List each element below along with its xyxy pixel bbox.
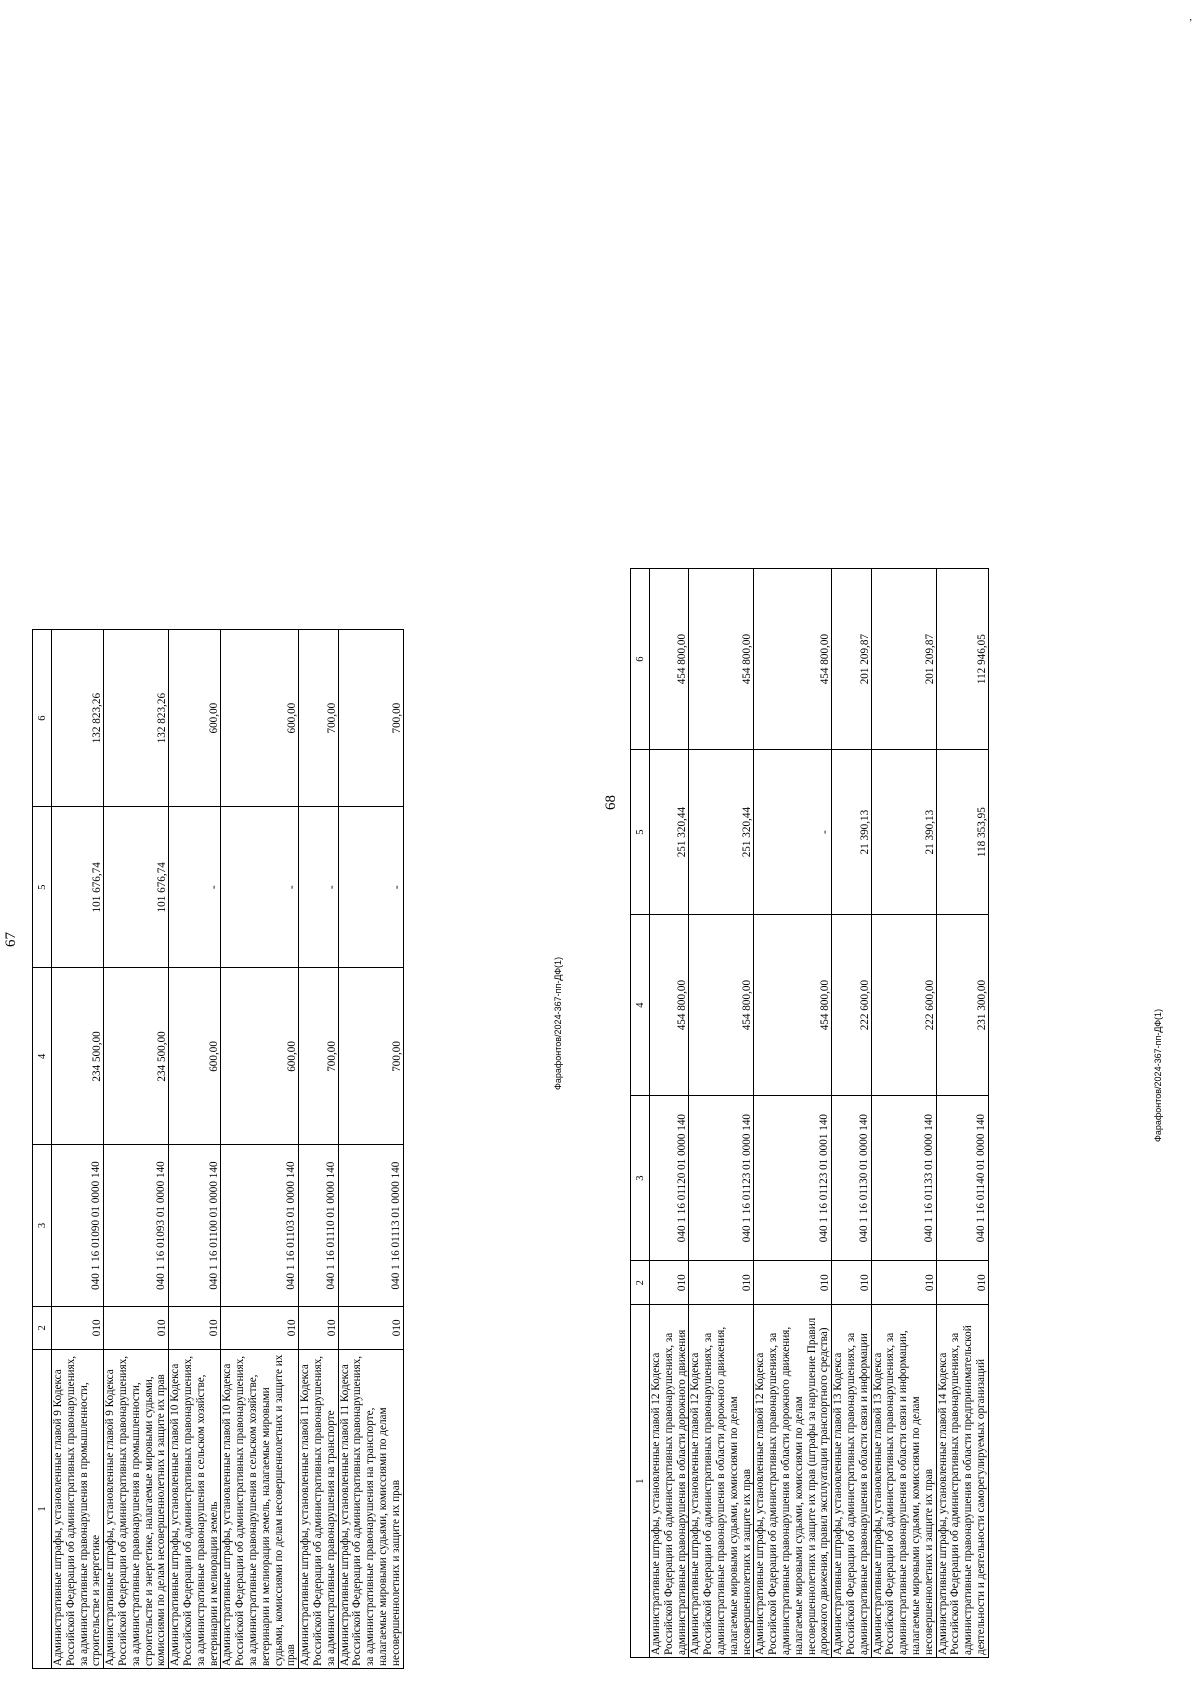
row-executed: - [299,807,338,968]
row-csr: 010 [169,1306,221,1349]
table-row [689,569,754,1658]
row-name: Административные штрафы, установленные главой 11 Кодекса Российской Федерации об административных правонарушениях, за административные правонарушения на транспорте [299,1350,338,1669]
row-remaining: 132 823,26 [52,630,104,807]
row-name: Административные штрафы, установленные главой 12 Кодекса Российской Федерации об административных правонарушениях, за административные правонарушения в области дорожного движения, налагаемые мировыми судьями, комиссиями по делам несовершеннолетних и защите их прав (штрафы за нарушение Правил дорожного движения, правил эксплуатации транспортного средства) [754,1305,832,1658]
table-row [936,569,988,1658]
page-68-container [600,0,1200,1697]
row-remaining: 132 823,26 [104,630,169,807]
row-name: Административные штрафы, установленные главой 10 Кодекса Российской Федерации об административных правонарушениях, за административные правонарушения в сельском хозяйстве, ветеринарии и мелиорации земель [169,1350,221,1669]
row-remaining: 600,00 [221,630,299,807]
table-row [832,569,871,1658]
header-row [33,630,52,1669]
row-executed: 251 320,44 [650,750,689,915]
scan-mark: , [1189,12,1192,23]
row-remaining: 201 209,87 [871,569,936,750]
row-approved: 700,00 [338,968,403,1145]
budget-table [630,568,989,1658]
col-header: 6 [631,569,650,750]
row-csr: 010 [871,1260,936,1304]
row-code: 040 1 16 01100 01 0000 140 [169,1145,221,1306]
row-remaining: 454 800,00 [754,569,832,750]
table-row [650,569,689,1658]
row-code: 040 1 16 01120 01 0000 140 [650,1096,689,1261]
row-csr: 010 [689,1260,754,1304]
row-remaining: 454 800,00 [689,569,754,750]
col-header: 1 [33,1350,52,1669]
table-row [104,630,169,1669]
row-csr: 010 [650,1260,689,1304]
row-remaining: 454 800,00 [650,569,689,750]
row-approved: 222 600,00 [871,915,936,1096]
row-executed: 251 320,44 [689,750,754,915]
page-number: 68 [603,795,619,810]
row-approved: 222 600,00 [832,915,871,1096]
page-footer: Фарафонтов/2024-367-пп-ДФ(1) [1153,1008,1163,1142]
row-name: Административные штрафы, установленные главой 11 Кодекса Российской Федерации об административных правонарушениях, за административные правонарушения на транспорте, налагаемые мировыми судьями, комиссиями по делам несовершеннолетних и защите их прав [338,1350,403,1669]
row-csr: 010 [936,1260,988,1304]
row-executed: 101 676,74 [52,807,104,968]
row-name: Административные штрафы, установленные главой 9 Кодекса Российской Федерации об административных правонарушениях, за административные правонарушения в промышленности, строительстве и энергетике [52,1350,104,1669]
table-row [221,630,299,1669]
col-header: 3 [631,1096,650,1261]
row-approved: 231 300,00 [936,915,988,1096]
row-code: 040 1 16 01090 01 0000 140 [52,1145,104,1306]
row-executed: - [754,750,832,915]
table-row [169,630,221,1669]
table-row [338,630,403,1669]
row-csr: 010 [52,1306,104,1349]
page-67 [0,30,580,1670]
row-csr: 010 [832,1260,871,1304]
row-csr: 010 [338,1306,403,1349]
row-remaining: 112 946,05 [936,569,988,750]
col-header: 2 [33,1306,52,1349]
row-executed: - [338,807,403,968]
row-code: 040 1 16 01123 01 0001 140 [754,1096,832,1261]
row-approved: 454 800,00 [689,915,754,1096]
header-row [631,569,650,1658]
budget-table [32,629,404,1669]
table-row [299,630,338,1669]
col-header: 4 [33,968,52,1145]
row-name: Административные штрафы, установленные главой 9 Кодекса Российской Федерации об административных правонарушениях, за административные правонарушения в промышленности, строительстве и энергетике, налагаемые мировыми судьями, комиссиями по делам несовершеннолетних и защите их прав [104,1350,169,1669]
col-header: 3 [33,1145,52,1306]
row-approved: 234 500,00 [104,968,169,1145]
row-executed: 118 353,95 [936,750,988,915]
row-executed: - [169,807,221,968]
row-executed: - [221,807,299,968]
row-code: 040 1 16 01133 01 0000 140 [871,1096,936,1261]
row-csr: 010 [299,1306,338,1349]
page-number: 67 [3,932,19,947]
row-approved: 454 800,00 [650,915,689,1096]
row-approved: 600,00 [221,968,299,1145]
row-approved: 234 500,00 [52,968,104,1145]
table-row [754,569,832,1658]
row-code: 040 1 16 01110 01 0000 140 [299,1145,338,1306]
row-csr: 010 [221,1306,299,1349]
row-name: Административные штрафы, установленные главой 12 Кодекса Российской Федерации об административных правонарушениях, за административные правонарушения в области дорожного движения [650,1305,689,1658]
row-code: 040 1 16 01140 01 0000 140 [936,1096,988,1261]
row-executed: 21 390,13 [832,750,871,915]
row-code: 040 1 16 01130 01 0000 140 [832,1096,871,1261]
table-row [52,630,104,1669]
table-row [871,569,936,1658]
row-executed: 101 676,74 [104,807,169,968]
row-approved: 700,00 [299,968,338,1145]
col-header: 1 [631,1305,650,1658]
col-header: 2 [631,1260,650,1304]
row-approved: 600,00 [169,968,221,1145]
col-header: 6 [33,630,52,807]
col-header: 5 [631,750,650,915]
row-executed: 21 390,13 [871,750,936,915]
row-csr: 010 [754,1260,832,1304]
col-header: 5 [33,807,52,968]
row-remaining: 700,00 [299,630,338,807]
row-code: 040 1 16 01113 01 0000 140 [338,1145,403,1306]
row-name: Административные штрафы, установленные главой 12 Кодекса Российской Федерации об административных правонарушениях, за административные правонарушения в области дорожного движения, налагаемые мировыми судьями, комиссиями по делам несовершеннолетних и защите их прав [689,1305,754,1658]
row-code: 040 1 16 01123 01 0000 140 [689,1096,754,1261]
page-footer: Фарафонтов/2024-367-пп-ДФ(1) [553,956,563,1090]
row-remaining: 700,00 [338,630,403,807]
row-code: 040 1 16 01103 01 0000 140 [221,1145,299,1306]
row-name: Административные штрафы, установленные главой 13 Кодекса Российской Федерации об административных правонарушениях, за административные правонарушения в области связи и информации, налагаемые мировыми судьями, комиссиями по делам несовершеннолетних и защите их прав [871,1305,936,1658]
row-csr: 010 [104,1306,169,1349]
row-name: Административные штрафы, установленные главой 14 Кодекса Российской Федерации об административных правонарушениях, за административные правонарушения в области предпринимательской деятельности и деятельности саморегулируемых организаций [936,1305,988,1658]
row-name: Административные штрафы, установленные главой 10 Кодекса Российской Федерации об административных правонарушениях, за административные правонарушения в сельском хозяйстве, ветеринарии и мелиорации земель, налагаемые мировыми судьями, комиссиями по делам несовершеннолетних и защите их прав [221,1350,299,1669]
row-code: 040 1 16 01093 01 0000 140 [104,1145,169,1306]
row-remaining: 201 209,87 [832,569,871,750]
row-remaining: 600,00 [169,630,221,807]
page-68 [600,30,1180,1670]
row-name: Административные штрафы, установленные главой 13 Кодекса Российской Федерации об административных правонарушениях, за административные правонарушения в области связи и информации [832,1305,871,1658]
col-header: 4 [631,915,650,1096]
row-approved: 454 800,00 [754,915,832,1096]
